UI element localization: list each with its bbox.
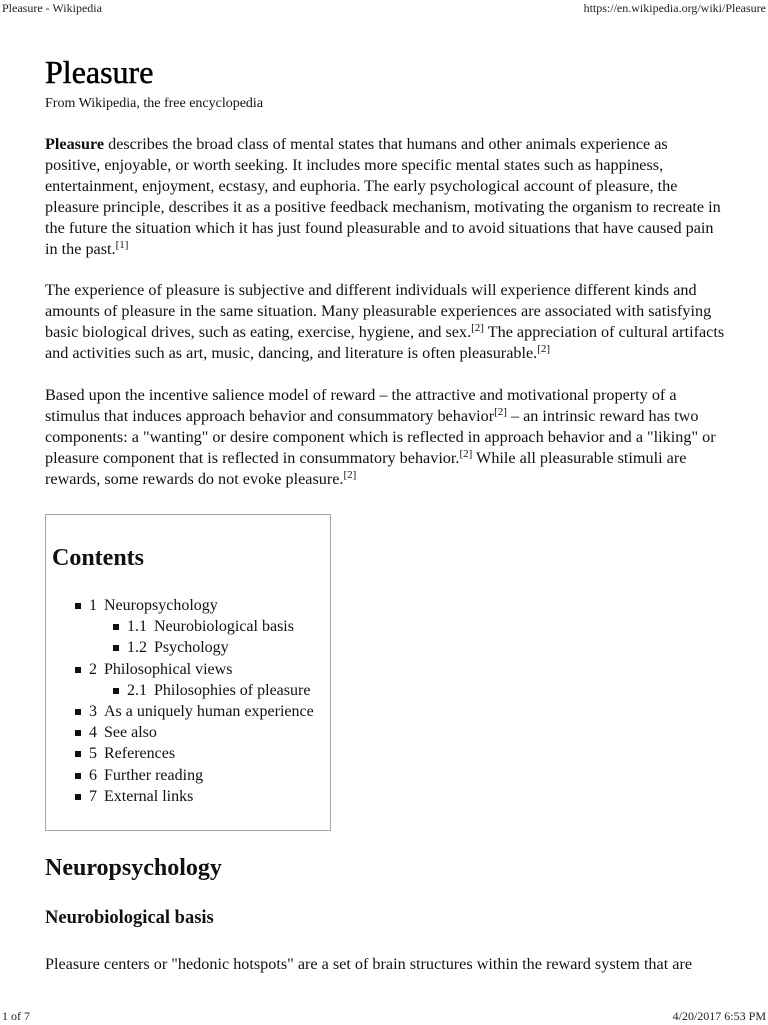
- paragraph-text: Based upon the incentive salience model of reward – the attractive and motivational property of a stimulus that induces approach behavior and consummatory behavior: [45, 386, 677, 425]
- toc-label[interactable]: Philosophies of pleasure: [154, 681, 311, 699]
- toc-label[interactable]: Neurobiological basis: [154, 618, 294, 636]
- toc-label[interactable]: See also: [104, 724, 157, 742]
- citation-link[interactable]: [2]: [494, 405, 507, 418]
- toc-item[interactable]: [46, 680, 314, 701]
- toc-item[interactable]: [46, 595, 314, 616]
- toc-item[interactable]: [46, 765, 314, 786]
- toc-item[interactable]: [46, 722, 314, 743]
- print-url: https://en.wikipedia.org/wiki/Pleasure: [583, 1, 766, 15]
- toc-number: 7: [89, 787, 97, 805]
- toc-item[interactable]: [46, 786, 314, 807]
- toc-label[interactable]: As a uniquely human experience: [104, 702, 314, 720]
- toc-number: 3: [89, 702, 97, 720]
- toc-label[interactable]: References: [104, 745, 176, 763]
- print-footer: [0, 1009, 768, 1025]
- citation-link[interactable]: [2]: [471, 321, 484, 334]
- paragraph-text: describes the broad class of mental states that humans and other animals experience as positive, enjoyable, or worth seeking. It includes more specific mental states such as happiness, entertainment, enjoyment, ecstasy, and euphoria. The early psychological account of pleasure, the pleasure principle, describes it as a positive feedback mechanism, motivating the organism to recreate in the future the situation which it has just found pleasurable and to avoid situations that have caused pain in the past.: [45, 135, 721, 258]
- toc-list: [46, 595, 314, 807]
- paragraph-text: While all pleasurable stimuli are rewards, some rewards do not evoke pleasure.: [45, 449, 687, 488]
- toc-label[interactable]: Philosophical views: [104, 660, 233, 678]
- page-number: 1 of 7: [2, 1009, 30, 1023]
- toc-label[interactable]: External links: [104, 787, 194, 805]
- bold-lead-term: Pleasure: [45, 135, 105, 153]
- toc-label[interactable]: Neuropsychology: [104, 597, 218, 614]
- toc-item[interactable]: [46, 701, 314, 722]
- subsection-paragraph: Pleasure centers or "hedonic hotspots" are a set of brain structures within the reward system that are: [45, 955, 693, 973]
- toc-item[interactable]: [46, 616, 314, 637]
- print-header: [0, 1, 768, 17]
- toc-item[interactable]: [46, 743, 314, 764]
- citation-link[interactable]: [2]: [459, 447, 473, 460]
- intro-paragraph-3: [45, 385, 725, 490]
- bullet-icon: [75, 751, 81, 757]
- paragraph-text: – an intrinsic reward has two components: a "wanting" or desire component which is reflected in approach behavior and a "liking" or pleasure component that is reflected in consummatory behavior.: [45, 407, 716, 467]
- toc-label[interactable]: Psychology: [154, 639, 229, 657]
- toc-item[interactable]: [46, 659, 314, 680]
- section-heading: Neuropsychology: [45, 855, 222, 881]
- toc-number: 2: [89, 660, 97, 678]
- toc-title: Contents: [52, 545, 145, 571]
- bullet-icon: [75, 667, 81, 673]
- subsection-heading: Neurobiological basis: [45, 908, 214, 928]
- toc-number: 5: [89, 745, 97, 763]
- toc-label[interactable]: Further reading: [104, 766, 204, 784]
- paragraph-text: The experience of pleasure is subjective and different individuals will experience different kinds and amounts of pleasure in the same situation. Many pleasurable experiences are associated with satisfying basic biological drives, such as eating, exercise, hygiene, and sex.: [45, 281, 712, 341]
- citation-link[interactable]: [2]: [343, 468, 357, 481]
- toc-item[interactable]: [46, 637, 314, 658]
- intro-paragraph-2: [45, 280, 725, 364]
- intro-paragraph-1: [45, 134, 725, 260]
- print-page-title: Pleasure - Wikipedia: [2, 1, 102, 15]
- toc-number: 1.2: [127, 639, 147, 657]
- page-title: Pleasure: [45, 54, 154, 90]
- toc-number: 2.1: [127, 681, 147, 699]
- site-tagline: From Wikipedia, the free encyclopedia: [45, 96, 264, 111]
- toc-number: 1.1: [127, 618, 147, 636]
- bullet-icon: [75, 773, 81, 779]
- bullet-icon: [75, 730, 81, 736]
- bullet-icon: [113, 624, 119, 630]
- bullet-icon: [75, 603, 81, 609]
- table-of-contents: [45, 514, 331, 831]
- bullet-icon: [75, 794, 81, 800]
- print-timestamp: 4/20/2017 6:53 PM: [672, 1009, 766, 1023]
- citation-link[interactable]: [1]: [115, 238, 129, 251]
- bullet-icon: [75, 709, 81, 715]
- bullet-icon: [113, 645, 119, 651]
- citation-link[interactable]: [2]: [537, 342, 551, 355]
- paragraph-text: The appreciation of cultural artifacts and activities such as art, music, dancing, and literature is often pleasurable.: [45, 323, 725, 362]
- bullet-icon: [113, 688, 119, 694]
- toc-number: 6: [89, 766, 97, 784]
- toc-number: 1: [89, 597, 97, 614]
- toc-number: 4: [89, 724, 97, 742]
